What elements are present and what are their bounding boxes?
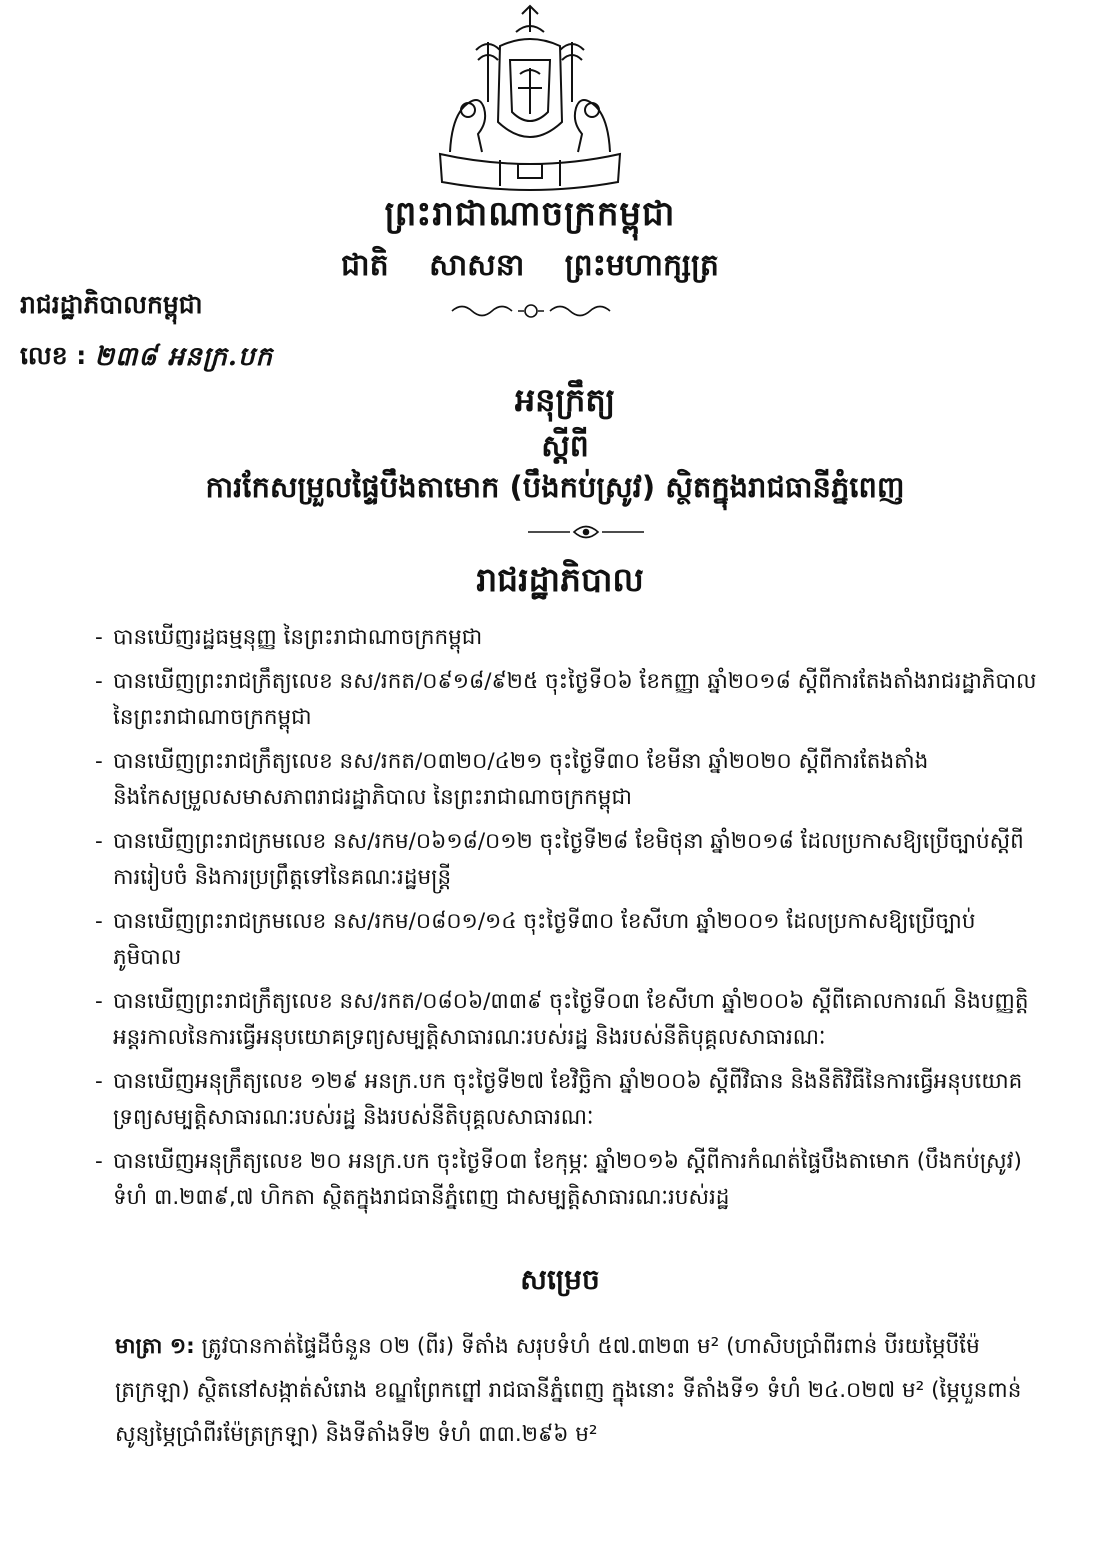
list-item: - បានឃើញអនុក្រឹត្យលេខ ១២៩ អនក្រ.បក ចុះថ្ងៃទី២៧ ខែវិច្ឆិកា ឆ្នាំ២០០៦ ស្តីពីវិធាន និងនីតិវិធីនៃការធ្វើអនុបយោគទ្រព្យសម្បត្តិសាធារណៈរបស់រដ្ឋ និងរបស់នីតិបុគ្គលសាធារណៈ [95, 1064, 1040, 1136]
decree-number-label: លេខ : [20, 341, 87, 370]
list-item: - បានឃើញរដ្ឋធម្មនុញ្ញ នៃព្រះរាជាណាចក្រកម្ពុជា [95, 620, 1040, 656]
document-subject-title: ការកែសម្រួលផ្ទៃបឹងតាមោក (បឹងកប់ស្រូវ) ស្ថិតក្នុងរាជធានីភ្នំពេញ [205, 470, 905, 504]
ornament-divider-icon [448, 298, 614, 324]
title-about: ស្តីពី [541, 429, 589, 464]
article-1 [115, 1325, 1040, 1457]
document-type-title: អនុក្រឹត្យ [514, 381, 616, 419]
kingdom-name: ព្រះរាជាណាចក្រកម្ពុជា [384, 194, 676, 234]
list-item: - បានឃើញព្រះរាជក្រឹត្យលេខ នស/រកត/០៣២០/៤២១ ចុះថ្ងៃទី៣០ ខែមីនា ឆ្នាំ២០២០ ស្តីពីការតែងតាំង និងកែសម្រួលសមាសភាពរាជរដ្ឋាភិបាល នៃព្រះរាជាណាចក្រកម្ពុជា [95, 744, 1040, 816]
decision-heading: សម្រេច [520, 1263, 600, 1296]
issuing-government: រាជរដ្ឋាភិបាលកម្ពុជា [20, 290, 203, 319]
ornament-divider-icon [526, 519, 646, 545]
list-item: - បានឃើញព្រះរាជក្រឹត្យលេខ នស/រកត/០៩១៨/៩២៥ ចុះថ្ងៃទី០៦ ខែកញ្ញា ឆ្នាំ២០១៨ ស្តីពីការតែងតាំងរាជរដ្ឋាភិបាល នៃព្រះរាជាណាចក្រកម្ពុជា [95, 664, 1040, 736]
royal-coat-of-arms-icon [430, 2, 630, 192]
list-item: - បានឃើញព្រះរាជក្រមលេខ នស/រកម/០៨០១/១៤ ចុះថ្ងៃទី៣០ ខែសីហា ឆ្នាំ២០០១ ដែលប្រកាសឱ្យប្រើច្បាប់ភូមិបាល [95, 904, 1040, 976]
government-heading: រាជរដ្ឋាភិបាល [476, 560, 644, 599]
decree-number-line [20, 340, 273, 378]
national-motto: ជាតិ សាសនា ព្រះមហាក្សត្រ [341, 248, 719, 283]
decree-number-value: ២៣៨ អនក្រ.បក [94, 342, 273, 372]
article-text: ត្រូវបានកាត់ផ្ទៃដីចំនួន ០២ (ពីរ) ទីតាំង សរុបទំហំ ៥៧.៣២៣ ម² (ហាសិបប្រាំពីរពាន់ បីរយម្ភៃបីម៉ែត្រក្រឡា) ស្ថិតនៅសង្កាត់សំរោង ខណ្ឌព្រែកព្នៅ រាជធានីភ្នំពេញ ក្នុងនោះ ទីតាំងទី១ ទំហំ ២៤.០២៧ ម² (ម្ភៃបួនពាន់ សូន្យម្ភៃប្រាំពីរម៉ែត្រក្រឡា) និងទីតាំងទី២ ទំហំ ៣៣.២៩៦ ម² [115, 1334, 1022, 1447]
having-seen-clauses [95, 620, 1040, 1224]
list-item: - បានឃើញអនុក្រឹត្យលេខ ២០ អនក្រ.បក ចុះថ្ងៃទី០៣ ខែកុម្ភៈ ឆ្នាំ២០១៦ ស្តីពីការកំណត់ផ្ទៃបឹងតាមោក (បឹងកប់ស្រូវ) ទំហំ ៣.២៣៩,៧ ហិកតា ស្ថិតក្នុងរាជធានីភ្នំពេញ ជាសម្បត្តិសាធារណៈរបស់រដ្ឋ [95, 1144, 1040, 1216]
list-item: - បានឃើញព្រះរាជក្រមលេខ នស/រកម/០៦១៨/០១២ ចុះថ្ងៃទី២៨ ខែមិថុនា ឆ្នាំ២០១៨ ដែលប្រកាសឱ្យប្រើច្បាប់ស្តីពីការរៀបចំ និងការប្រព្រឹត្តទៅនៃគណៈរដ្ឋមន្ត្រី [95, 824, 1040, 896]
article-label: មាត្រា ១: [115, 1334, 195, 1359]
list-item: - បានឃើញព្រះរាជក្រឹត្យលេខ នស/រកត/០៨០៦/៣៣៩ ចុះថ្ងៃទី០៣ ខែសីហា ឆ្នាំ២០០៦ ស្តីពីគោលការណ៍ និងបញ្ញត្តិអន្តរកាលនៃការធ្វើអនុបយោគទ្រព្យសម្បត្តិសាធារណៈរបស់រដ្ឋ និងរបស់នីតិបុគ្គលសាធារណៈ [95, 984, 1040, 1056]
